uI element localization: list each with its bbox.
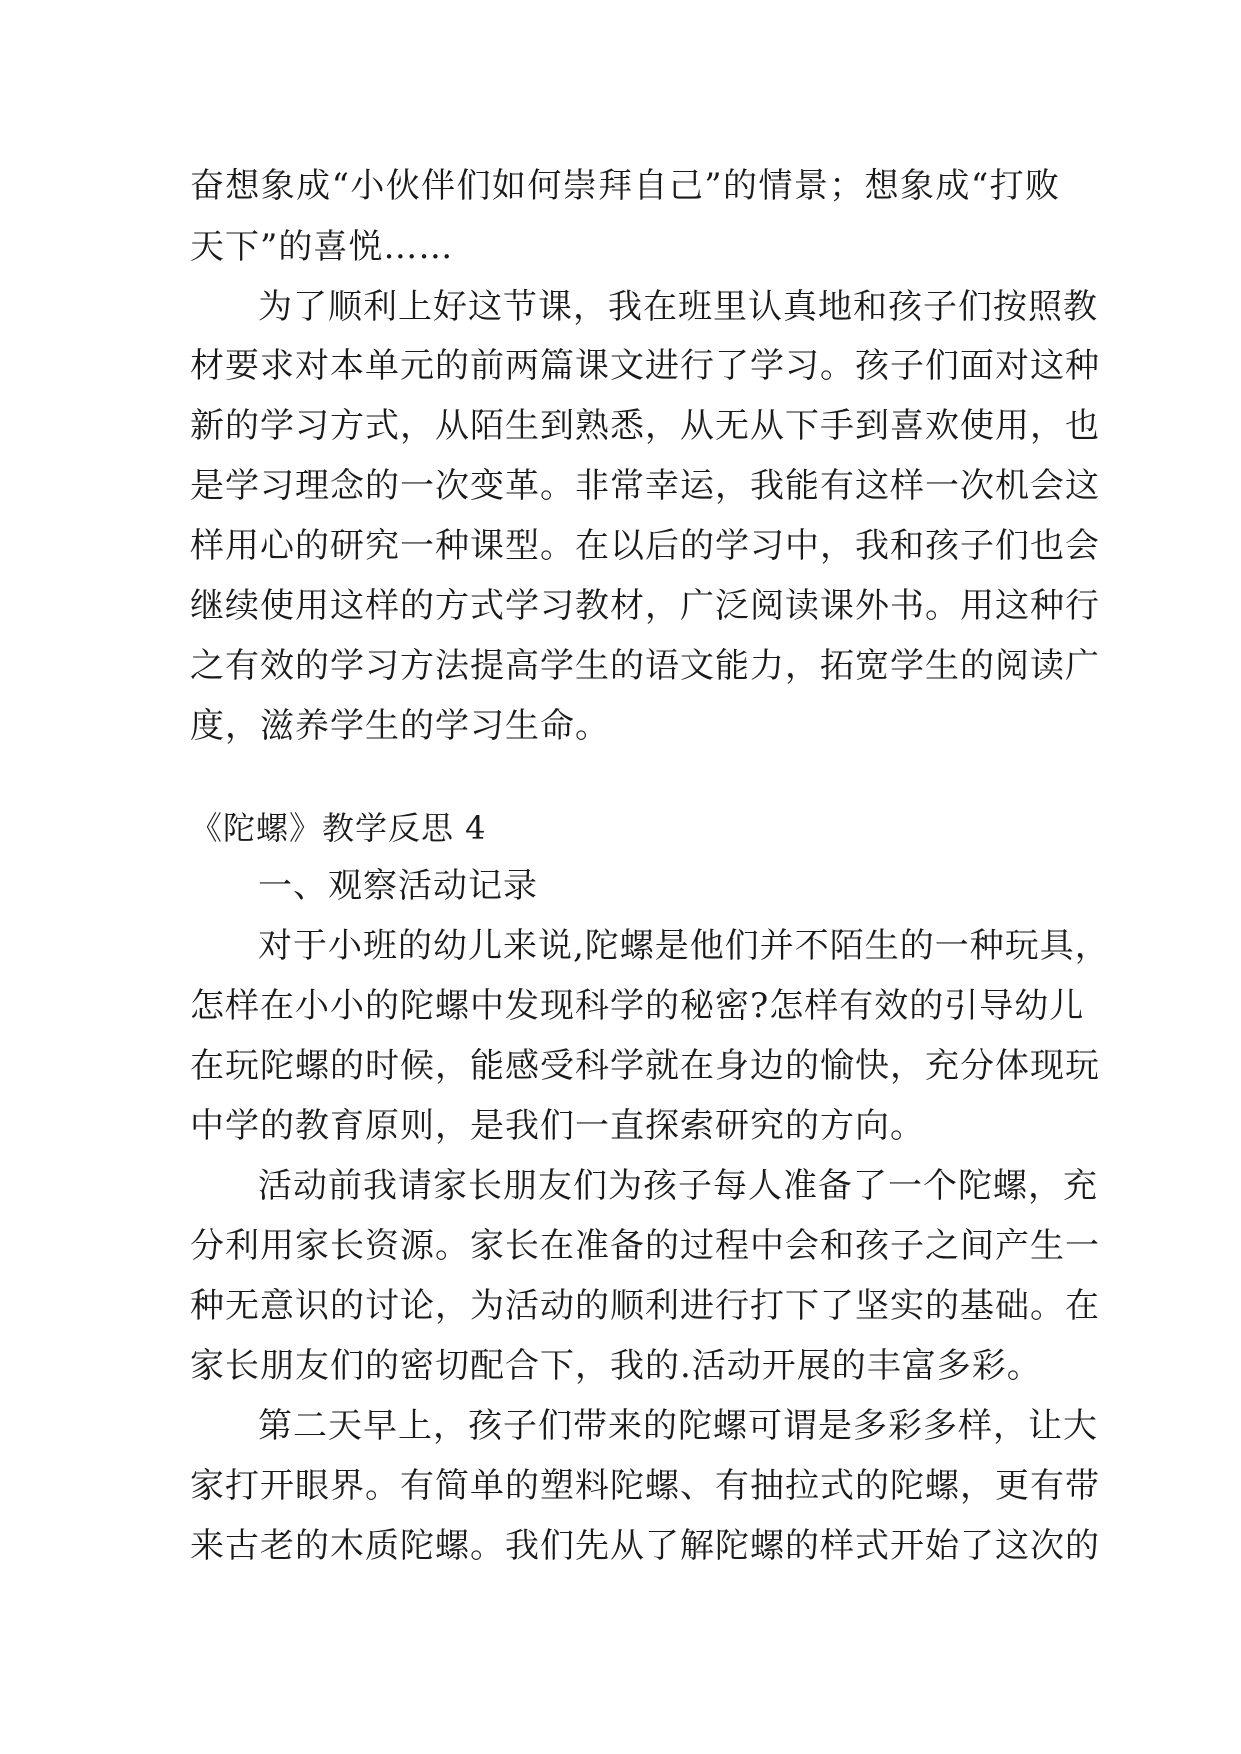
paragraph-line: 分利用家长资源。家长在准备的过程中会和孩子之间产生一 (190, 1226, 1100, 1266)
subheading: 一、观察活动记录 (258, 866, 538, 906)
paragraph-line: 度，滋养学生的学习生命。 (190, 706, 610, 746)
paragraph-line: 继续使用这样的方式学习教材，广泛阅读课外书。用这种行 (190, 586, 1100, 626)
paragraph-line: 对于小班的幼儿来说,陀螺是他们并不陌生的一种玩具， (258, 926, 1110, 966)
paragraph-line: 在玩陀螺的时候，能感受科学就在身边的愉快，充分体现玩 (190, 1046, 1100, 1086)
paragraph-line: 之有效的学习方法提高学生的语文能力，拓宽学生的阅读广 (190, 646, 1100, 686)
paragraph-line: 中学的教育原则，是我们一直探索研究的方向。 (190, 1106, 925, 1146)
paragraph-line: 新的学习方式，从陌生到熟悉，从无从下手到喜欢使用，也 (190, 406, 1100, 446)
paragraph-line: 奋想象成“小伙伴们如何崇拜自己”的情景；想象成“打败 (190, 166, 1060, 206)
paragraph-line: 样用心的研究一种课型。在以后的学习中，我和孩子们也会 (190, 526, 1100, 566)
paragraph-line: 第二天早上，孩子们带来的陀螺可谓是多彩多样，让大 (258, 1406, 1098, 1446)
paragraph-line: 活动前我请家长朋友们为孩子每人准备了一个陀螺，充 (258, 1166, 1098, 1206)
paragraph-line: 家打开眼界。有简单的塑料陀螺、有抽拉式的陀螺，更有带 (190, 1466, 1100, 1506)
paragraph-line: 家长朋友们的密切配合下，我的.活动开展的丰富多彩。 (190, 1346, 1042, 1386)
paragraph-line: 种无意识的讨论，为活动的顺利进行打下了坚实的基础。在 (190, 1286, 1100, 1326)
paragraph-line: 材要求对本单元的前两篇课文进行了学习。孩子们面对这种 (190, 346, 1100, 386)
paragraph-line: 来古老的木质陀螺。我们先从了解陀螺的样式开始了这次的 (190, 1526, 1100, 1566)
paragraph-line: 怎样在小小的陀螺中发现科学的秘密?怎样有效的引导幼儿 (190, 986, 1085, 1026)
paragraph-line: 是学习理念的一次变革。非常幸运，我能有这样一次机会这 (190, 466, 1100, 506)
paragraph-line: 为了顺利上好这节课，我在班里认真地和孩子们按照教 (258, 287, 1098, 327)
section-title: 《陀螺》教学反思 4 (190, 809, 487, 847)
paragraph-line: 天下”的喜悦…… (190, 227, 454, 267)
